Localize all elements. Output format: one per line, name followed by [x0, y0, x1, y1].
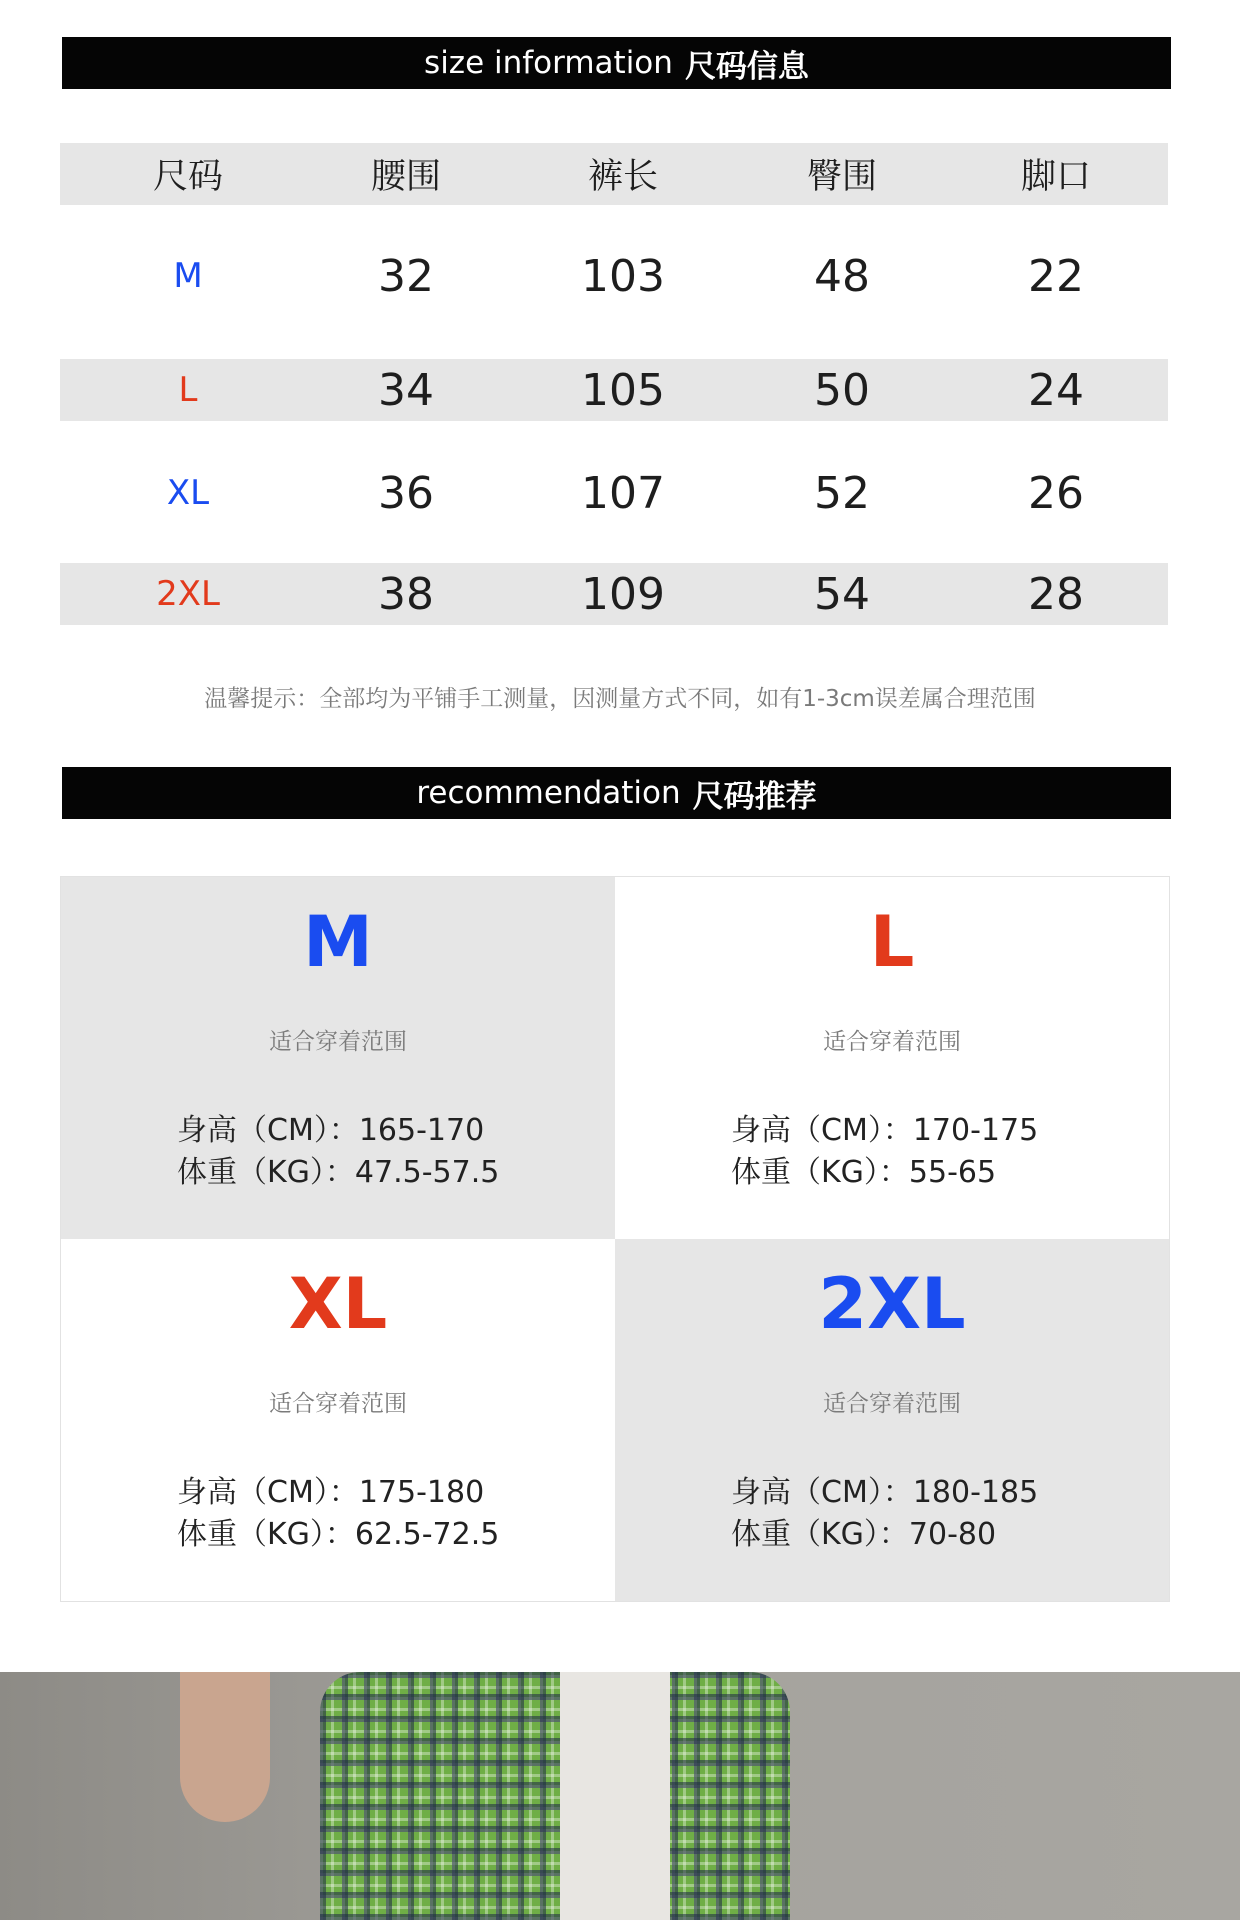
photo-arm — [180, 1672, 270, 1822]
recommendation-card-m — [61, 877, 615, 1239]
length-value: 103 — [581, 250, 665, 302]
hip-value: 54 — [814, 568, 870, 620]
hip-value: 48 — [814, 250, 870, 302]
size-information-title-en: size information — [424, 45, 673, 81]
card-weight-range: 体重（KG）：70-80 — [731, 1517, 997, 1552]
size-label-2xl: 2XL — [156, 574, 220, 614]
recommendation-title-en: recommendation — [416, 775, 681, 811]
waist-value: 32 — [378, 250, 434, 302]
card-weight-range: 体重（KG）：55-65 — [731, 1155, 997, 1190]
card-size-label: M — [303, 901, 373, 983]
card-size-label: 2XL — [818, 1263, 966, 1345]
header-hip: 臀围 — [806, 157, 878, 197]
header-hem: 脚口 — [1020, 157, 1092, 197]
waist-value: 36 — [378, 467, 434, 519]
plaid-shirt-photo — [320, 1672, 790, 1920]
size-label-m: M — [173, 256, 203, 296]
size-table-header-row — [60, 143, 1168, 205]
card-weight-range: 体重（KG）：62.5-72.5 — [177, 1517, 500, 1552]
size-label-xl: XL — [166, 473, 210, 513]
recommendation-title-cn: 尺码推荐 — [692, 778, 817, 815]
hem-value: 24 — [1028, 364, 1084, 416]
hip-value: 52 — [814, 467, 870, 519]
length-value: 105 — [581, 364, 665, 416]
recommendation-card-2xl — [615, 1239, 1169, 1601]
table-row — [60, 563, 1168, 625]
card-suit-label: 适合穿着范围 — [269, 1029, 407, 1055]
card-height-range: 身高（CM）：175-180 — [177, 1475, 485, 1510]
hem-value: 26 — [1028, 467, 1084, 519]
header-size: 尺码 — [152, 157, 224, 197]
table-row — [60, 359, 1168, 421]
card-height-range: 身高（CM）：170-175 — [731, 1113, 1039, 1148]
size-information-header — [62, 37, 1171, 89]
length-value: 109 — [581, 568, 665, 620]
hip-value: 50 — [814, 364, 870, 416]
header-waist: 腰围 — [370, 157, 442, 197]
recommendation-card-xl — [61, 1239, 615, 1601]
recommendation-header — [62, 767, 1171, 819]
length-value: 107 — [581, 467, 665, 519]
measurement-tip: 温馨提示：全部均为平铺手工测量，因测量方式不同，如有1-3cm误差属合理范围 — [204, 686, 1036, 712]
recommendation-grid — [60, 876, 1170, 1602]
size-label-l: L — [178, 370, 198, 410]
table-row — [60, 245, 1168, 307]
card-suit-label: 适合穿着范围 — [823, 1391, 961, 1417]
hem-value: 22 — [1028, 250, 1084, 302]
waist-value: 38 — [378, 568, 434, 620]
card-size-label: XL — [288, 1263, 388, 1345]
hem-value: 28 — [1028, 568, 1084, 620]
card-height-range: 身高（CM）：180-185 — [731, 1475, 1039, 1510]
product-photo — [0, 1672, 1240, 1920]
card-weight-range: 体重（KG）：47.5-57.5 — [177, 1155, 500, 1190]
table-row — [60, 462, 1168, 524]
header-length: 裤长 — [587, 157, 659, 197]
size-information-title-cn: 尺码信息 — [684, 48, 809, 85]
card-height-range: 身高（CM）：165-170 — [177, 1113, 485, 1148]
card-suit-label: 适合穿着范围 — [269, 1391, 407, 1417]
size-table — [60, 143, 1168, 620]
waist-value: 34 — [378, 364, 434, 416]
recommendation-card-l — [615, 877, 1169, 1239]
white-tee-photo — [560, 1672, 670, 1920]
card-size-label: L — [869, 901, 915, 983]
card-suit-label: 适合穿着范围 — [823, 1029, 961, 1055]
